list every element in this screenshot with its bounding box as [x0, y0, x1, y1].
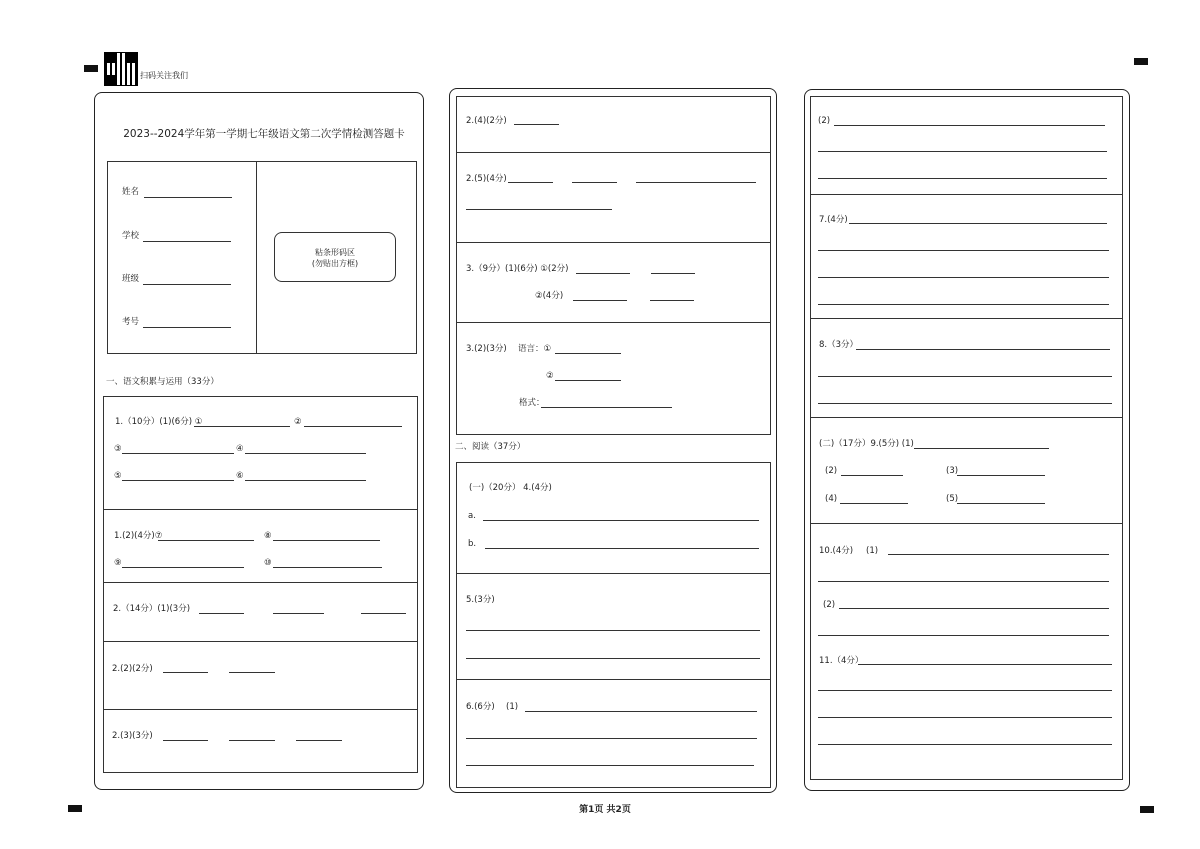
answer-line[interactable] — [839, 608, 1109, 609]
answer-line[interactable] — [650, 300, 694, 301]
answer-line[interactable] — [361, 613, 406, 614]
answer-line[interactable] — [914, 448, 1049, 449]
answer-line[interactable] — [858, 664, 1112, 665]
answer-line[interactable] — [818, 717, 1112, 718]
answer-line[interactable] — [485, 548, 759, 549]
q2-2-label: 2.(2)(2分) — [112, 664, 153, 674]
q10-label: 10.(4分) — [819, 546, 854, 556]
info-divider — [256, 161, 257, 353]
column-2-bottom-box — [456, 462, 771, 788]
answer-line[interactable] — [818, 581, 1109, 582]
answer-line[interactable] — [466, 765, 754, 766]
q1-marker-2: ② — [294, 417, 302, 427]
answer-line-9[interactable] — [122, 567, 244, 568]
answer-line[interactable] — [508, 182, 553, 183]
answer-line[interactable] — [840, 503, 908, 504]
answer-line[interactable] — [818, 178, 1107, 179]
answer-line[interactable] — [818, 250, 1109, 251]
name-label: 姓名 — [122, 187, 140, 197]
answer-line-6[interactable] — [245, 480, 366, 481]
q3-2-language-label: 语言：① — [518, 344, 552, 354]
registration-mark-top-right — [1134, 58, 1148, 65]
q9-label: (二)（17分）9.(5分) (1) — [819, 439, 914, 449]
class-label: 班级 — [122, 274, 140, 284]
answer-line[interactable] — [651, 273, 695, 274]
answer-line[interactable] — [466, 630, 760, 631]
answer-line[interactable] — [466, 209, 612, 210]
answer-line[interactable] — [957, 503, 1045, 504]
answer-line-2[interactable] — [304, 426, 402, 427]
answer-line[interactable] — [296, 740, 342, 741]
answer-line-7[interactable] — [158, 540, 254, 541]
answer-line[interactable] — [525, 711, 757, 712]
q3-2-format-label: 格式： — [519, 398, 545, 408]
divider — [103, 509, 417, 510]
answer-line[interactable] — [818, 690, 1112, 691]
divider — [456, 242, 770, 243]
divider — [103, 641, 417, 642]
answer-line[interactable] — [818, 744, 1112, 745]
q11-label: 11.（4分） — [819, 656, 864, 666]
divider — [456, 322, 770, 323]
sticker-note: (勿贴出方框) — [311, 259, 359, 268]
answer-line[interactable] — [555, 353, 621, 354]
answer-line[interactable] — [541, 407, 672, 408]
answer-line[interactable] — [818, 403, 1112, 404]
q6-2-label: (2) — [818, 116, 831, 126]
q4-label: (一)（20分） 4.(4分) — [469, 483, 552, 493]
answer-line[interactable] — [573, 300, 627, 301]
answer-line[interactable] — [514, 124, 559, 125]
answer-line-8[interactable] — [273, 540, 380, 541]
q1-marker-3: ③ — [114, 444, 122, 454]
q9-3-label: (3) — [946, 466, 959, 476]
answer-line[interactable] — [555, 380, 621, 381]
registration-mark-top-left — [84, 65, 98, 72]
q2-3-label: 2.(3)(3分) — [112, 731, 153, 741]
q3-2-marker-2: ② — [546, 371, 554, 381]
q9-4-label: (4) — [825, 494, 838, 504]
q10-1-label: (1) — [866, 546, 879, 556]
q2-5-label: 2.(5)(4分) — [466, 174, 507, 184]
section-2-heading: 二、阅读（37分） — [455, 442, 526, 452]
q10-2-label: (2) — [823, 600, 836, 610]
divider — [810, 523, 1122, 524]
answer-line[interactable] — [199, 613, 244, 614]
answer-line[interactable] — [483, 520, 759, 521]
exam-number-label: 考号 — [122, 317, 140, 327]
q2-1-label: 2.（14分）(1)(3分) — [113, 604, 191, 614]
divider — [456, 679, 770, 680]
answer-line[interactable] — [229, 672, 275, 673]
registration-mark-bottom-right — [1140, 806, 1154, 813]
answer-line[interactable] — [849, 223, 1107, 224]
q3-1-b-label: ②(4分) — [535, 291, 564, 301]
answer-line-1[interactable] — [194, 426, 290, 427]
answer-line[interactable] — [163, 740, 208, 741]
column-3-box — [810, 96, 1123, 780]
answer-line[interactable] — [957, 475, 1045, 476]
q2-4-label: 2.(4)(2分) — [466, 116, 507, 126]
q1-marker-5: ⑤ — [114, 471, 122, 481]
answer-line[interactable] — [888, 554, 1109, 555]
divider — [103, 709, 417, 710]
answer-line[interactable] — [466, 738, 757, 739]
q8-label: 8.（3分） — [819, 340, 859, 350]
q1-marker-9: ⑨ — [114, 558, 122, 568]
answer-line[interactable] — [818, 376, 1112, 377]
answer-line[interactable] — [818, 151, 1107, 152]
school-field[interactable] — [143, 241, 231, 242]
exam-title: 2023--2024学年第一学期七年级语文第二次学情检测答题卡 — [123, 128, 405, 140]
q4-b-label: b. — [468, 539, 477, 549]
registration-mark-bottom-left — [68, 805, 82, 812]
q7-label: 7.(4分) — [819, 215, 848, 225]
divider — [456, 152, 770, 153]
q1-marker-6: ⑥ — [236, 471, 244, 481]
q6-label: 6.(6分) — [466, 702, 495, 712]
qr-code-icon — [104, 52, 138, 86]
answer-line[interactable] — [818, 277, 1109, 278]
answer-line-10[interactable] — [273, 567, 382, 568]
answer-line[interactable] — [841, 475, 903, 476]
q1-marker-8: ⑧ — [264, 531, 272, 541]
divider — [810, 194, 1122, 195]
page-number: 第1页 共2页 — [579, 805, 631, 815]
divider — [456, 573, 770, 574]
answer-line[interactable] — [818, 635, 1109, 636]
answer-line[interactable] — [572, 182, 617, 183]
answer-line-3[interactable] — [122, 453, 234, 454]
q1-marker-4: ④ — [236, 444, 244, 454]
section-1-heading: 一、语文积累与运用（33分） — [106, 377, 219, 387]
q3-2-label: 3.(2)(3分) — [466, 344, 507, 354]
answer-line[interactable] — [466, 658, 760, 659]
q3-1-label: 3.（9分）(1)(6分) ①(2分) — [466, 264, 569, 274]
divider — [810, 417, 1122, 418]
q6-1-label: (1) — [506, 702, 519, 712]
answer-line-4[interactable] — [245, 453, 366, 454]
school-label: 学校 — [122, 231, 140, 241]
sticker-label: 粘条形码区 — [315, 248, 355, 257]
answer-line[interactable] — [834, 125, 1105, 126]
q1-2-label: 1.(2)(4分)⑦ — [114, 531, 163, 541]
qr-caption: 扫码关注我们 — [140, 71, 188, 80]
answer-line[interactable] — [273, 613, 324, 614]
q9-5-label: (5) — [946, 494, 959, 504]
q4-a-label: a. — [468, 511, 476, 521]
q1-marker-10: ⑩ — [264, 558, 272, 568]
q5-label: 5.(3分) — [466, 595, 495, 605]
divider — [103, 582, 417, 583]
answer-line[interactable] — [576, 273, 630, 274]
answer-line-5[interactable] — [122, 480, 234, 481]
answer-line[interactable] — [856, 349, 1110, 350]
q9-2-label: (2) — [825, 466, 838, 476]
exam-number-field[interactable] — [143, 327, 231, 328]
barcode-sticker-area — [274, 232, 396, 282]
answer-line[interactable] — [229, 740, 275, 741]
answer-line[interactable] — [636, 182, 756, 183]
divider — [810, 318, 1122, 319]
q1-1-label: 1.（10分）(1)(6分) ① — [115, 417, 203, 427]
answer-line[interactable] — [163, 672, 208, 673]
class-field[interactable] — [143, 284, 231, 285]
answer-line[interactable] — [818, 304, 1109, 305]
name-field[interactable] — [144, 197, 232, 198]
